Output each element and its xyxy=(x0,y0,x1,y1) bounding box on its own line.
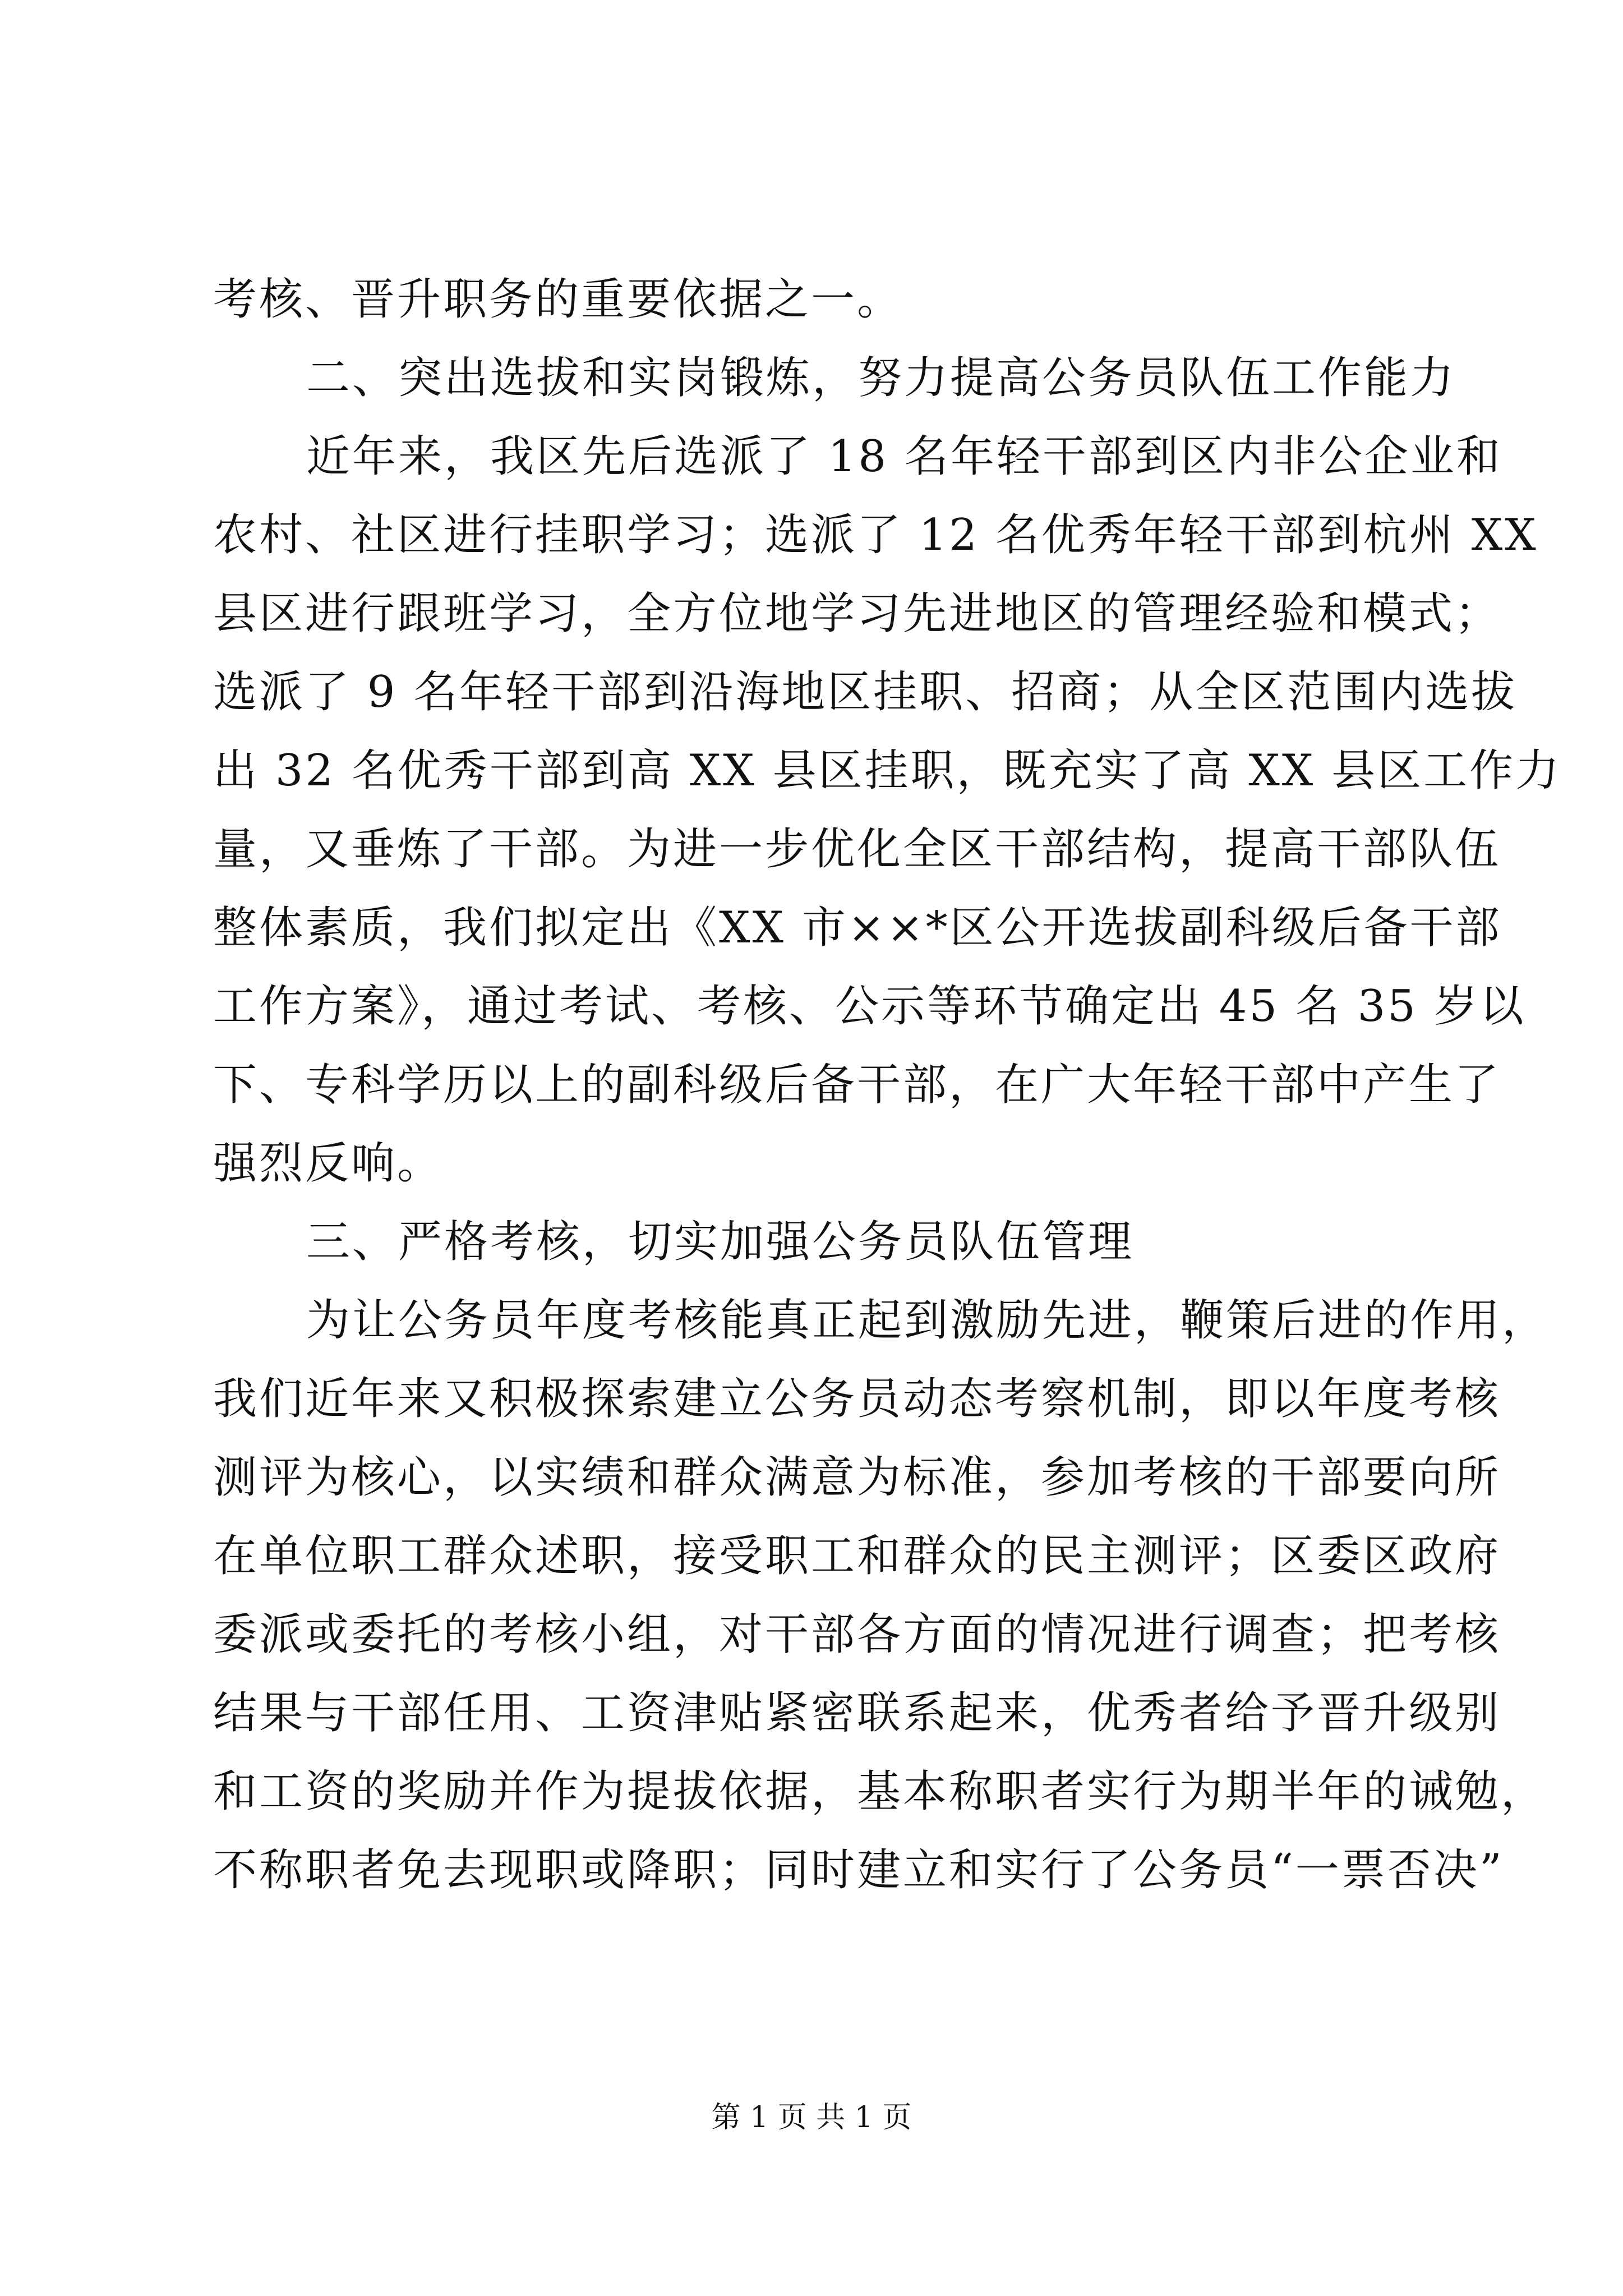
body-text-line: 量，又垂炼了干部。为进一步优化全区干部结构，提高干部队伍 xyxy=(213,824,1501,875)
body-text-line: 为让公务员年度考核能真正起到激励先进，鞭策后进的作用， xyxy=(306,1295,1548,1346)
body-text-line: 工作方案》，通过考试、考核、公示等环节确定出 45 名 35 岁以 xyxy=(213,981,1526,1032)
body-text-line: 下、专科学历以上的副科级后备干部，在广大年轻干部中产生了 xyxy=(213,1060,1501,1110)
body-text-line: 我们近年来又积极探索建立公务员动态考察机制，即以年度考核 xyxy=(213,1374,1501,1424)
body-text-line: 整体素质，我们拟定出《XX 市××*区公开选拔副科级后备干部 xyxy=(213,903,1502,953)
body-text-line: 出 32 名优秀干部到高 XX 县区挂职，既充实了高 XX 县区工作力 xyxy=(213,746,1562,796)
body-text-line: 和工资的奖励并作为提拔依据，基本称职者实行为期半年的诫勉， xyxy=(213,1766,1547,1817)
body-text-line: 结果与干部任用、工资津贴紧密联系起来，优秀者给予晋升级别 xyxy=(213,1688,1501,1738)
body-text-line: 在单位职工群众述职，接受职工和群众的民主测评；区委区政府 xyxy=(213,1531,1501,1581)
body-text-line: 考核、晋升职务的重要依据之一。 xyxy=(213,274,903,325)
body-text-line: 县区进行跟班学习，全方位地学习先进地区的管理经验和模式； xyxy=(213,588,1501,639)
body-text-line: 近年来，我区先后选派了 18 名年轻干部到区内非公企业和 xyxy=(306,431,1502,482)
section-heading-2: 二、突出选拔和实岗锻炼，努力提高公务员队伍工作能力 xyxy=(306,353,1456,403)
body-text-line: 强烈反响。 xyxy=(213,1138,444,1189)
body-text-line: 测评为核心，以实绩和群众满意为标准，参加考核的干部要向所 xyxy=(213,1452,1501,1503)
body-text-line: 委派或委托的考核小组，对干部各方面的情况进行调查；把考核 xyxy=(213,1609,1501,1660)
body-text-line: 不称职者免去现职或降职；同时建立和实行了公务员“一票否决” xyxy=(213,1845,1504,1895)
body-text-line: 农村、社区进行挂职学习；选派了 12 名优秀年轻干部到杭州 XX xyxy=(213,510,1538,560)
body-text-line: 选派了 9 名年轻干部到沿海地区挂职、招商；从全区范围内选拔 xyxy=(213,667,1518,717)
section-heading-3: 三、严格考核，切实加强公务员队伍管理 xyxy=(306,1217,1135,1267)
page-number-footer: 第 1 页 共 1 页 xyxy=(711,2101,912,2134)
